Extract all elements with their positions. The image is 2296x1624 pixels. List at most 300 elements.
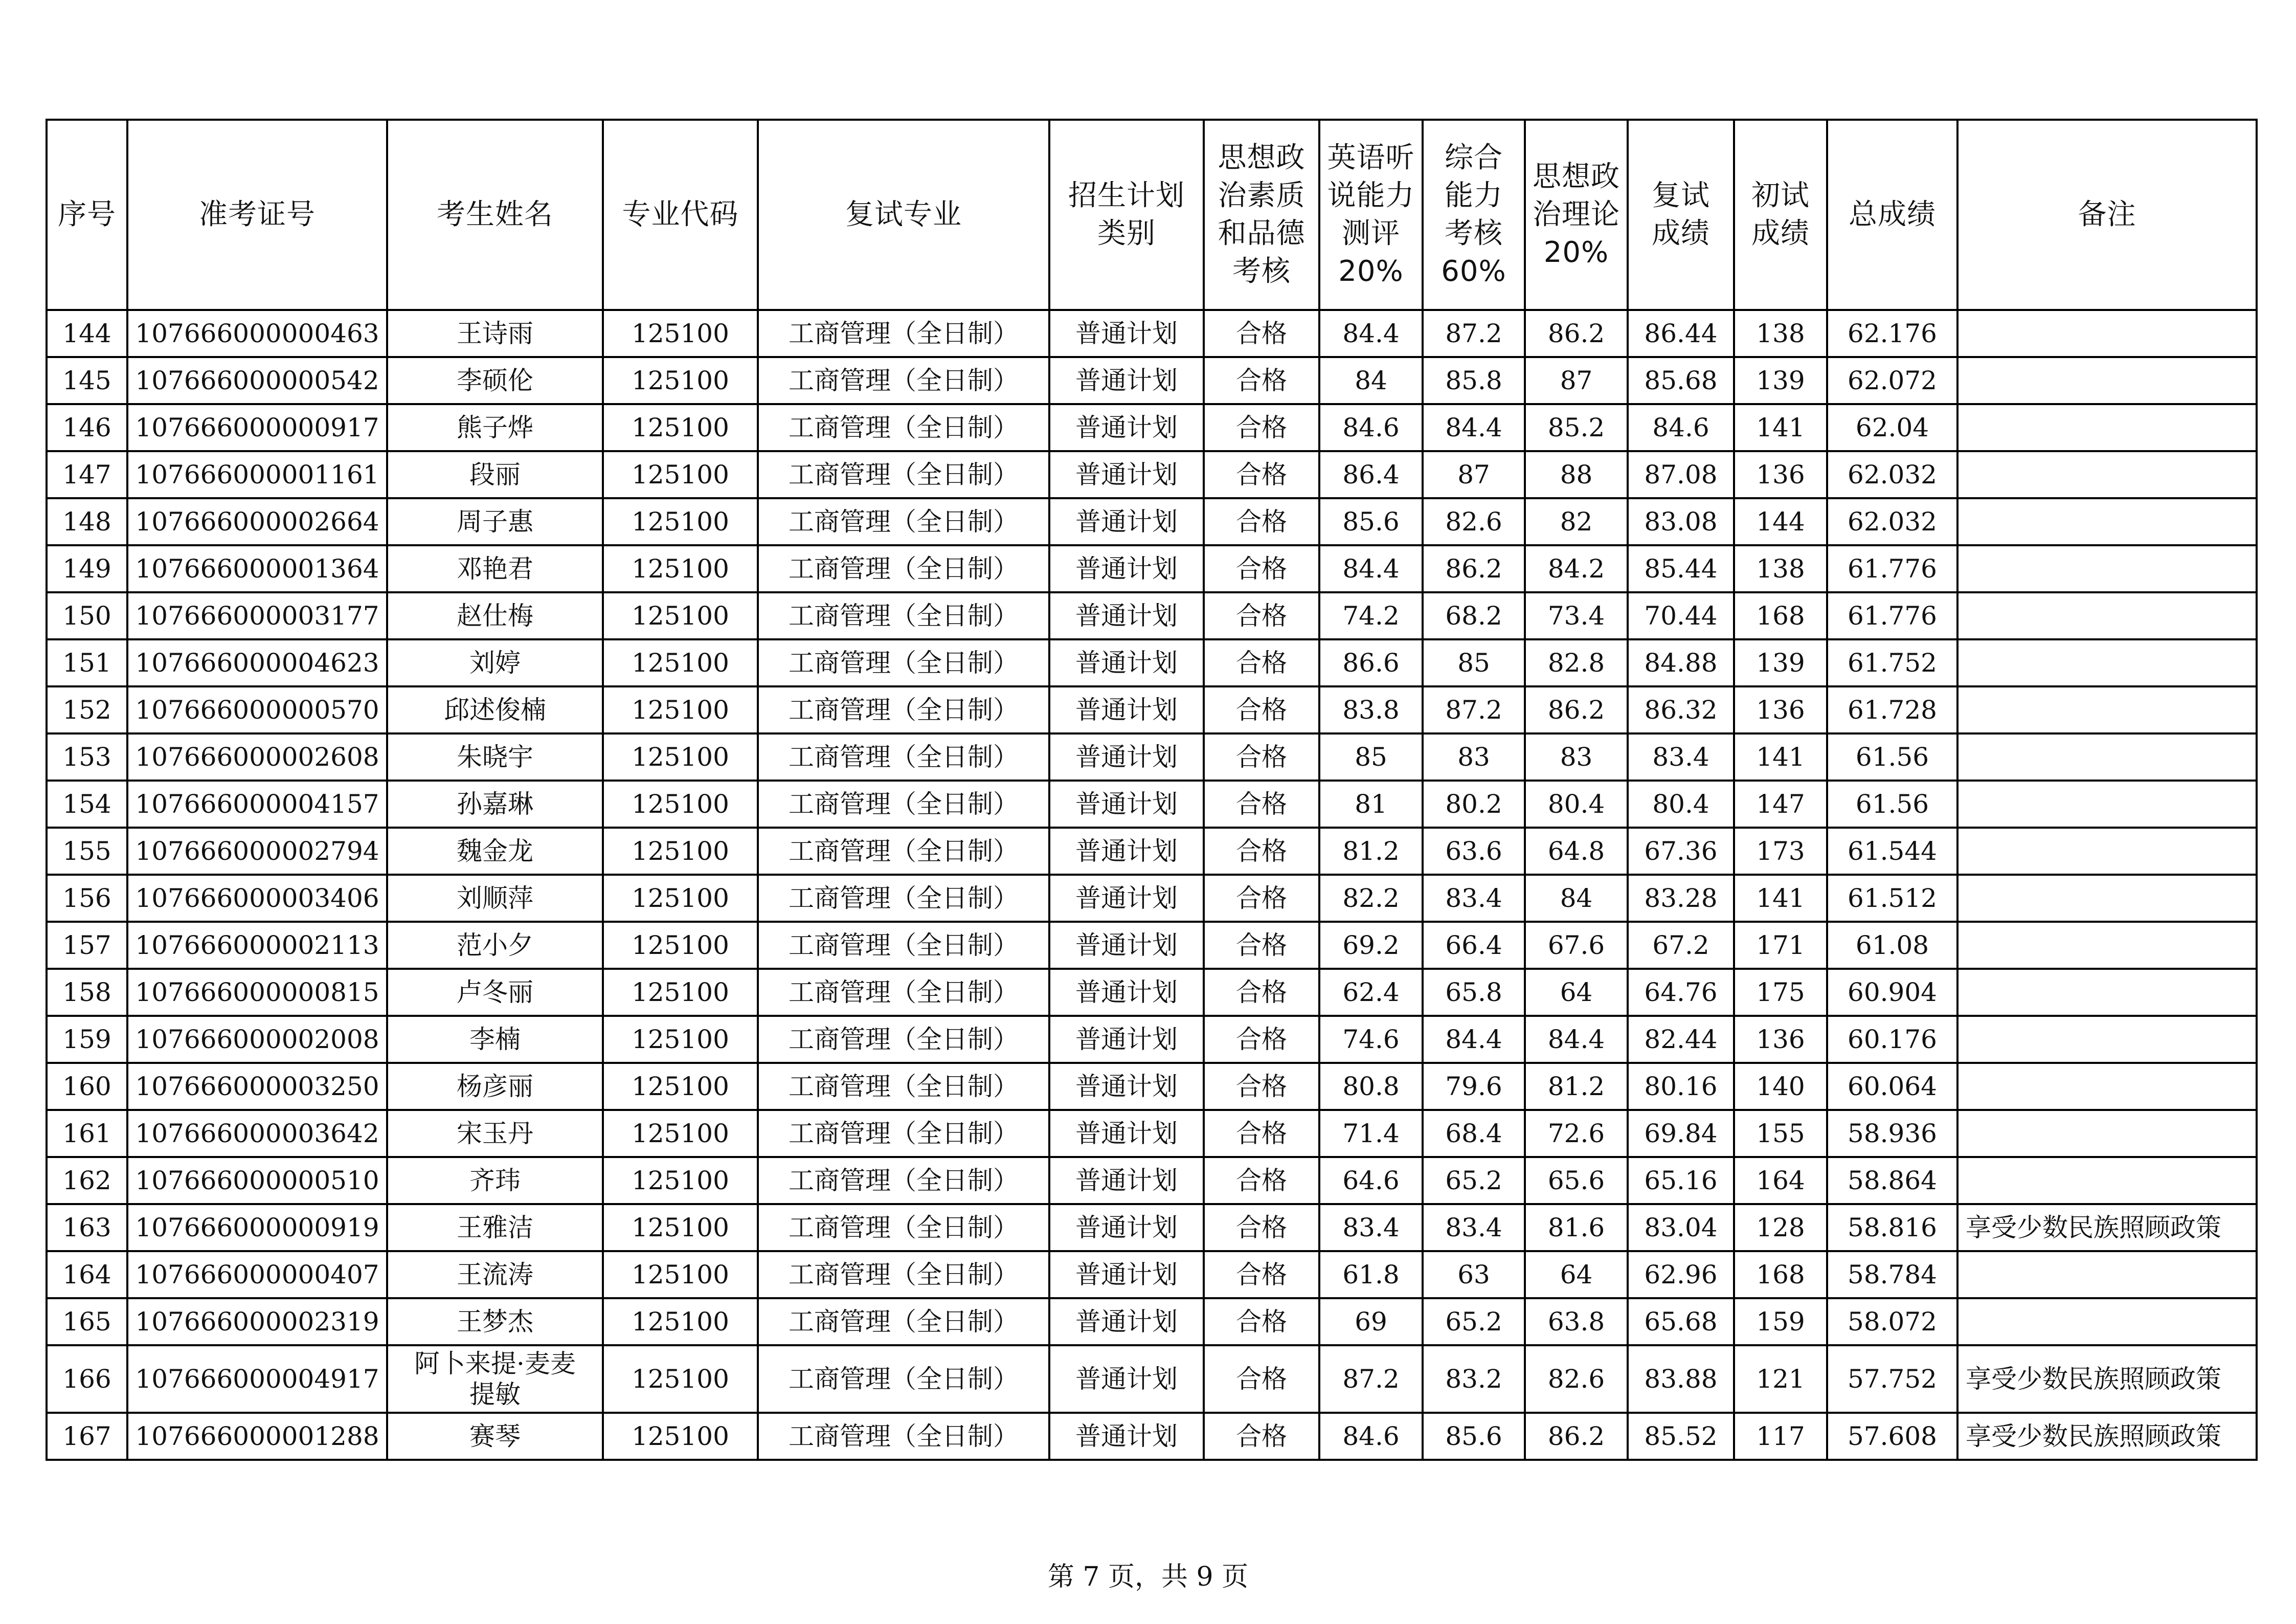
cell-plan-type: 普通计划	[1049, 875, 1204, 922]
table-row	[47, 545, 2257, 592]
cell-seq: 162	[47, 1157, 127, 1204]
score-table	[46, 119, 2258, 1461]
cell-plan-type: 普通计划	[1049, 1016, 1204, 1063]
cell-comprehensive-score: 87	[1423, 451, 1525, 498]
cell-seq: 152	[47, 686, 127, 733]
table-row	[47, 922, 2257, 969]
cell-politics-score: 82.6	[1525, 1345, 1628, 1413]
cell-initial-score: 159	[1734, 1298, 1827, 1345]
cell-seq: 164	[47, 1251, 127, 1298]
table-row	[47, 875, 2257, 922]
cell-exam-id: 107666000000407	[127, 1251, 387, 1298]
cell-politics-score: 64	[1525, 1251, 1628, 1298]
cell-retest-major: 工商管理（全日制）	[758, 639, 1049, 686]
cell-initial-score: 141	[1734, 733, 1827, 781]
cell-retest-score: 69.84	[1628, 1110, 1734, 1157]
cell-name: 刘婷	[387, 639, 603, 686]
cell-politics-score: 65.6	[1525, 1157, 1628, 1204]
cell-remark	[1957, 639, 2257, 686]
cell-remark	[1957, 1110, 2257, 1157]
cell-comprehensive-score: 83	[1423, 733, 1525, 781]
cell-english-score: 64.6	[1319, 1157, 1423, 1204]
table-row	[47, 639, 2257, 686]
cell-english-score: 61.8	[1319, 1251, 1423, 1298]
cell-retest-major: 工商管理（全日制）	[758, 451, 1049, 498]
cell-english-score: 83.4	[1319, 1204, 1423, 1251]
cell-name: 邓艳君	[387, 545, 603, 592]
cell-major-code: 125100	[603, 1063, 758, 1110]
cell-major-code: 125100	[603, 545, 758, 592]
table-body	[47, 310, 2257, 1460]
table-row	[47, 498, 2257, 545]
cell-exam-id: 107666000004623	[127, 639, 387, 686]
cell-exam-id: 107666000001161	[127, 451, 387, 498]
cell-politics-score: 83	[1525, 733, 1628, 781]
column-header-total-score: 总成绩	[1827, 120, 1957, 310]
cell-remark	[1957, 1157, 2257, 1204]
cell-seq: 160	[47, 1063, 127, 1110]
cell-politics-score: 88	[1525, 451, 1628, 498]
cell-politics-score: 73.4	[1525, 592, 1628, 639]
cell-total-score: 58.072	[1827, 1298, 1957, 1345]
cell-initial-score: 136	[1734, 1016, 1827, 1063]
cell-exam-id: 107666000003177	[127, 592, 387, 639]
cell-retest-major: 工商管理（全日制）	[758, 969, 1049, 1016]
cell-total-score: 60.176	[1827, 1016, 1957, 1063]
cell-retest-score: 83.04	[1628, 1204, 1734, 1251]
page-number: 第 7 页，共 9 页	[1047, 1562, 1249, 1592]
cell-initial-score: 164	[1734, 1157, 1827, 1204]
cell-major-code: 125100	[603, 1345, 758, 1413]
cell-comprehensive-score: 84.4	[1423, 1016, 1525, 1063]
cell-major-code: 125100	[603, 969, 758, 1016]
table-row	[47, 781, 2257, 828]
cell-major-code: 125100	[603, 639, 758, 686]
cell-retest-major: 工商管理（全日制）	[758, 1204, 1049, 1251]
cell-remark	[1957, 781, 2257, 828]
cell-retest-score: 80.4	[1628, 781, 1734, 828]
cell-initial-score: 136	[1734, 686, 1827, 733]
cell-exam-id: 107666000002664	[127, 498, 387, 545]
cell-politics-score: 87	[1525, 357, 1628, 404]
cell-english-score: 74.6	[1319, 1016, 1423, 1063]
cell-retest-major: 工商管理（全日制）	[758, 875, 1049, 922]
cell-comprehensive-score: 80.2	[1423, 781, 1525, 828]
cell-comprehensive-score: 87.2	[1423, 686, 1525, 733]
cell-retest-major: 工商管理（全日制）	[758, 498, 1049, 545]
cell-retest-major: 工商管理（全日制）	[758, 357, 1049, 404]
cell-plan-type: 普通计划	[1049, 592, 1204, 639]
cell-total-score: 61.544	[1827, 828, 1957, 875]
table-row	[47, 1298, 2257, 1345]
cell-initial-score: 138	[1734, 545, 1827, 592]
cell-comprehensive-score: 86.2	[1423, 545, 1525, 592]
cell-seq: 150	[47, 592, 127, 639]
cell-moral-check: 合格	[1204, 639, 1319, 686]
cell-retest-score: 67.2	[1628, 922, 1734, 969]
cell-politics-score: 81.6	[1525, 1204, 1628, 1251]
cell-retest-score: 70.44	[1628, 592, 1734, 639]
cell-remark	[1957, 451, 2257, 498]
cell-remark	[1957, 310, 2257, 357]
cell-english-score: 71.4	[1319, 1110, 1423, 1157]
cell-major-code: 125100	[603, 1157, 758, 1204]
column-header-remark: 备注	[1957, 120, 2257, 310]
cell-name: 李硕伦	[387, 357, 603, 404]
cell-remark: 享受少数民族照顾政策	[1957, 1345, 2257, 1413]
cell-retest-score: 84.6	[1628, 404, 1734, 451]
column-header-seq: 序号	[47, 120, 127, 310]
cell-retest-major: 工商管理（全日制）	[758, 404, 1049, 451]
cell-major-code: 125100	[603, 1413, 758, 1460]
cell-name: 朱晓宇	[387, 733, 603, 781]
cell-plan-type: 普通计划	[1049, 969, 1204, 1016]
cell-moral-check: 合格	[1204, 875, 1319, 922]
cell-name: 宋玉丹	[387, 1110, 603, 1157]
cell-retest-major: 工商管理（全日制）	[758, 781, 1049, 828]
cell-plan-type: 普通计划	[1049, 639, 1204, 686]
cell-total-score: 61.728	[1827, 686, 1957, 733]
cell-retest-score: 85.68	[1628, 357, 1734, 404]
cell-plan-type: 普通计划	[1049, 1345, 1204, 1413]
cell-remark	[1957, 733, 2257, 781]
cell-plan-type: 普通计划	[1049, 828, 1204, 875]
cell-moral-check: 合格	[1204, 686, 1319, 733]
cell-english-score: 80.8	[1319, 1063, 1423, 1110]
cell-english-score: 86.4	[1319, 451, 1423, 498]
cell-initial-score: 175	[1734, 969, 1827, 1016]
column-header-comprehensive-score: 综合 能力 考核 60%	[1423, 120, 1525, 310]
cell-retest-major: 工商管理（全日制）	[758, 545, 1049, 592]
table-row	[47, 969, 2257, 1016]
cell-total-score: 61.776	[1827, 592, 1957, 639]
cell-english-score: 85.6	[1319, 498, 1423, 545]
cell-initial-score: 136	[1734, 451, 1827, 498]
cell-exam-id: 107666000004917	[127, 1345, 387, 1413]
cell-seq: 149	[47, 545, 127, 592]
cell-exam-id: 107666000002794	[127, 828, 387, 875]
cell-name: 熊子烨	[387, 404, 603, 451]
cell-politics-score: 85.2	[1525, 404, 1628, 451]
cell-name: 魏金龙	[387, 828, 603, 875]
cell-total-score: 62.032	[1827, 451, 1957, 498]
cell-retest-major: 工商管理（全日制）	[758, 828, 1049, 875]
cell-plan-type: 普通计划	[1049, 1251, 1204, 1298]
column-header-english-score: 英语听 说能力 测评 20%	[1319, 120, 1423, 310]
cell-moral-check: 合格	[1204, 498, 1319, 545]
cell-exam-id: 107666000002008	[127, 1016, 387, 1063]
column-header-plan-type: 招生计划 类别	[1049, 120, 1204, 310]
cell-exam-id: 107666000000510	[127, 1157, 387, 1204]
table-row	[47, 1251, 2257, 1298]
cell-retest-score: 80.16	[1628, 1063, 1734, 1110]
cell-major-code: 125100	[603, 1016, 758, 1063]
cell-retest-major: 工商管理（全日制）	[758, 922, 1049, 969]
cell-english-score: 81	[1319, 781, 1423, 828]
cell-english-score: 87.2	[1319, 1345, 1423, 1413]
cell-seq: 148	[47, 498, 127, 545]
cell-name: 王流涛	[387, 1251, 603, 1298]
cell-total-score: 62.04	[1827, 404, 1957, 451]
cell-initial-score: 171	[1734, 922, 1827, 969]
cell-english-score: 84.4	[1319, 310, 1423, 357]
cell-politics-score: 82	[1525, 498, 1628, 545]
table-row	[47, 1204, 2257, 1251]
cell-total-score: 61.56	[1827, 781, 1957, 828]
cell-politics-score: 84.2	[1525, 545, 1628, 592]
cell-comprehensive-score: 85	[1423, 639, 1525, 686]
cell-remark	[1957, 1016, 2257, 1063]
cell-politics-score: 64.8	[1525, 828, 1628, 875]
cell-name: 孙嘉琳	[387, 781, 603, 828]
cell-seq: 154	[47, 781, 127, 828]
cell-exam-id: 107666000000919	[127, 1204, 387, 1251]
cell-seq: 147	[47, 451, 127, 498]
cell-major-code: 125100	[603, 828, 758, 875]
cell-retest-major: 工商管理（全日制）	[758, 1016, 1049, 1063]
cell-retest-score: 86.44	[1628, 310, 1734, 357]
cell-politics-score: 64	[1525, 969, 1628, 1016]
table-row	[47, 451, 2257, 498]
cell-major-code: 125100	[603, 922, 758, 969]
cell-initial-score: 138	[1734, 310, 1827, 357]
cell-plan-type: 普通计划	[1049, 686, 1204, 733]
cell-name: 王梦杰	[387, 1298, 603, 1345]
column-header-major-code: 专业代码	[603, 120, 758, 310]
cell-exam-id: 107666000004157	[127, 781, 387, 828]
cell-politics-score: 72.6	[1525, 1110, 1628, 1157]
cell-retest-score: 83.4	[1628, 733, 1734, 781]
cell-remark	[1957, 404, 2257, 451]
cell-initial-score: 173	[1734, 828, 1827, 875]
cell-remark	[1957, 828, 2257, 875]
cell-name: 杨彦丽	[387, 1063, 603, 1110]
cell-name: 李楠	[387, 1016, 603, 1063]
cell-total-score: 58.816	[1827, 1204, 1957, 1251]
cell-retest-score: 84.88	[1628, 639, 1734, 686]
cell-initial-score: 139	[1734, 357, 1827, 404]
cell-exam-id: 107666000000570	[127, 686, 387, 733]
cell-seq: 146	[47, 404, 127, 451]
cell-major-code: 125100	[603, 310, 758, 357]
cell-comprehensive-score: 65.8	[1423, 969, 1525, 1016]
cell-seq: 156	[47, 875, 127, 922]
cell-comprehensive-score: 65.2	[1423, 1157, 1525, 1204]
cell-initial-score: 140	[1734, 1063, 1827, 1110]
cell-seq: 158	[47, 969, 127, 1016]
table-row	[47, 1413, 2257, 1460]
cell-english-score: 84.6	[1319, 404, 1423, 451]
cell-major-code: 125100	[603, 404, 758, 451]
table-row	[47, 1345, 2257, 1413]
cell-comprehensive-score: 83.4	[1423, 1204, 1525, 1251]
cell-retest-score: 87.08	[1628, 451, 1734, 498]
cell-plan-type: 普通计划	[1049, 1298, 1204, 1345]
cell-total-score: 62.032	[1827, 498, 1957, 545]
cell-remark	[1957, 1298, 2257, 1345]
cell-comprehensive-score: 65.2	[1423, 1298, 1525, 1345]
cell-major-code: 125100	[603, 1204, 758, 1251]
cell-major-code: 125100	[603, 1298, 758, 1345]
cell-politics-score: 84	[1525, 875, 1628, 922]
cell-comprehensive-score: 85.6	[1423, 1413, 1525, 1460]
cell-plan-type: 普通计划	[1049, 357, 1204, 404]
cell-retest-major: 工商管理（全日制）	[758, 310, 1049, 357]
cell-major-code: 125100	[603, 686, 758, 733]
cell-retest-major: 工商管理（全日制）	[758, 1298, 1049, 1345]
cell-seq: 144	[47, 310, 127, 357]
cell-name: 卢冬丽	[387, 969, 603, 1016]
cell-exam-id: 107666000002319	[127, 1298, 387, 1345]
cell-major-code: 125100	[603, 1110, 758, 1157]
cell-name: 赛琴	[387, 1413, 603, 1460]
cell-exam-id: 107666000000463	[127, 310, 387, 357]
cell-total-score: 61.752	[1827, 639, 1957, 686]
cell-plan-type: 普通计划	[1049, 498, 1204, 545]
cell-politics-score: 86.2	[1525, 686, 1628, 733]
column-header-name: 考生姓名	[387, 120, 603, 310]
cell-name: 周子惠	[387, 498, 603, 545]
cell-exam-id: 107666000003250	[127, 1063, 387, 1110]
cell-seq: 157	[47, 922, 127, 969]
cell-name: 王诗雨	[387, 310, 603, 357]
cell-remark	[1957, 592, 2257, 639]
cell-moral-check: 合格	[1204, 1110, 1319, 1157]
cell-plan-type: 普通计划	[1049, 1110, 1204, 1157]
cell-retest-score: 85.44	[1628, 545, 1734, 592]
cell-initial-score: 121	[1734, 1345, 1827, 1413]
cell-moral-check: 合格	[1204, 357, 1319, 404]
cell-comprehensive-score: 83.2	[1423, 1345, 1525, 1413]
column-header-moral-check: 思想政 治素质 和品德 考核	[1204, 120, 1319, 310]
cell-plan-type: 普通计划	[1049, 733, 1204, 781]
cell-moral-check: 合格	[1204, 404, 1319, 451]
cell-seq: 166	[47, 1345, 127, 1413]
header-row	[47, 120, 2257, 310]
cell-seq: 159	[47, 1016, 127, 1063]
cell-retest-score: 85.52	[1628, 1413, 1734, 1460]
cell-remark	[1957, 922, 2257, 969]
cell-retest-score: 83.08	[1628, 498, 1734, 545]
cell-remark	[1957, 969, 2257, 1016]
cell-comprehensive-score: 66.4	[1423, 922, 1525, 969]
cell-total-score: 57.752	[1827, 1345, 1957, 1413]
cell-name: 王雅洁	[387, 1204, 603, 1251]
cell-retest-major: 工商管理（全日制）	[758, 592, 1049, 639]
cell-retest-major: 工商管理（全日制）	[758, 733, 1049, 781]
cell-english-score: 83.8	[1319, 686, 1423, 733]
cell-major-code: 125100	[603, 357, 758, 404]
cell-initial-score: 128	[1734, 1204, 1827, 1251]
cell-name: 阿卜来提·麦麦 提敏	[387, 1345, 603, 1413]
cell-total-score: 58.936	[1827, 1110, 1957, 1157]
cell-remark	[1957, 545, 2257, 592]
cell-moral-check: 合格	[1204, 828, 1319, 875]
cell-name: 段丽	[387, 451, 603, 498]
cell-exam-id: 107666000001364	[127, 545, 387, 592]
cell-politics-score: 84.4	[1525, 1016, 1628, 1063]
cell-plan-type: 普通计划	[1049, 545, 1204, 592]
cell-total-score: 61.776	[1827, 545, 1957, 592]
cell-comprehensive-score: 68.4	[1423, 1110, 1525, 1157]
table-row	[47, 686, 2257, 733]
cell-initial-score: 141	[1734, 404, 1827, 451]
cell-remark	[1957, 686, 2257, 733]
cell-plan-type: 普通计划	[1049, 1063, 1204, 1110]
cell-remark	[1957, 875, 2257, 922]
cell-total-score: 58.784	[1827, 1251, 1957, 1298]
cell-english-score: 85	[1319, 733, 1423, 781]
table-row	[47, 1016, 2257, 1063]
cell-retest-major: 工商管理（全日制）	[758, 686, 1049, 733]
cell-plan-type: 普通计划	[1049, 922, 1204, 969]
cell-plan-type: 普通计划	[1049, 404, 1204, 451]
cell-moral-check: 合格	[1204, 922, 1319, 969]
column-header-retest-major: 复试专业	[758, 120, 1049, 310]
cell-english-score: 69.2	[1319, 922, 1423, 969]
cell-remark	[1957, 498, 2257, 545]
cell-english-score: 84.6	[1319, 1413, 1423, 1460]
cell-plan-type: 普通计划	[1049, 1157, 1204, 1204]
cell-major-code: 125100	[603, 733, 758, 781]
table-row	[47, 1063, 2257, 1110]
table-row	[47, 1110, 2257, 1157]
cell-exam-id: 107666000000917	[127, 404, 387, 451]
cell-plan-type: 普通计划	[1049, 1204, 1204, 1251]
table-row	[47, 404, 2257, 451]
cell-initial-score: 147	[1734, 781, 1827, 828]
cell-seq: 153	[47, 733, 127, 781]
cell-retest-score: 64.76	[1628, 969, 1734, 1016]
cell-name: 刘顺萍	[387, 875, 603, 922]
cell-remark: 享受少数民族照顾政策	[1957, 1204, 2257, 1251]
column-header-politics-score: 思想政 治理论 20%	[1525, 120, 1628, 310]
cell-total-score: 60.904	[1827, 969, 1957, 1016]
cell-initial-score: 155	[1734, 1110, 1827, 1157]
table-row	[47, 592, 2257, 639]
cell-initial-score: 117	[1734, 1413, 1827, 1460]
cell-seq: 165	[47, 1298, 127, 1345]
cell-retest-score: 67.36	[1628, 828, 1734, 875]
cell-politics-score: 80.4	[1525, 781, 1628, 828]
cell-exam-id: 107666000003406	[127, 875, 387, 922]
cell-total-score: 62.176	[1827, 310, 1957, 357]
cell-moral-check: 合格	[1204, 1345, 1319, 1413]
cell-plan-type: 普通计划	[1049, 310, 1204, 357]
cell-moral-check: 合格	[1204, 1204, 1319, 1251]
cell-plan-type: 普通计划	[1049, 451, 1204, 498]
table-row	[47, 310, 2257, 357]
cell-moral-check: 合格	[1204, 781, 1319, 828]
cell-moral-check: 合格	[1204, 1016, 1319, 1063]
cell-retest-score: 83.88	[1628, 1345, 1734, 1413]
cell-retest-score: 65.16	[1628, 1157, 1734, 1204]
cell-english-score: 84.4	[1319, 545, 1423, 592]
cell-retest-major: 工商管理（全日制）	[758, 1110, 1049, 1157]
cell-total-score: 61.56	[1827, 733, 1957, 781]
cell-comprehensive-score: 79.6	[1423, 1063, 1525, 1110]
cell-moral-check: 合格	[1204, 451, 1319, 498]
cell-initial-score: 144	[1734, 498, 1827, 545]
column-header-retest-score: 复试 成绩	[1628, 120, 1734, 310]
cell-retest-score: 82.44	[1628, 1016, 1734, 1063]
cell-remark	[1957, 1251, 2257, 1298]
cell-moral-check: 合格	[1204, 1413, 1319, 1460]
cell-retest-score: 65.68	[1628, 1298, 1734, 1345]
cell-politics-score: 86.2	[1525, 1413, 1628, 1460]
cell-comprehensive-score: 82.6	[1423, 498, 1525, 545]
cell-exam-id: 107666000002113	[127, 922, 387, 969]
